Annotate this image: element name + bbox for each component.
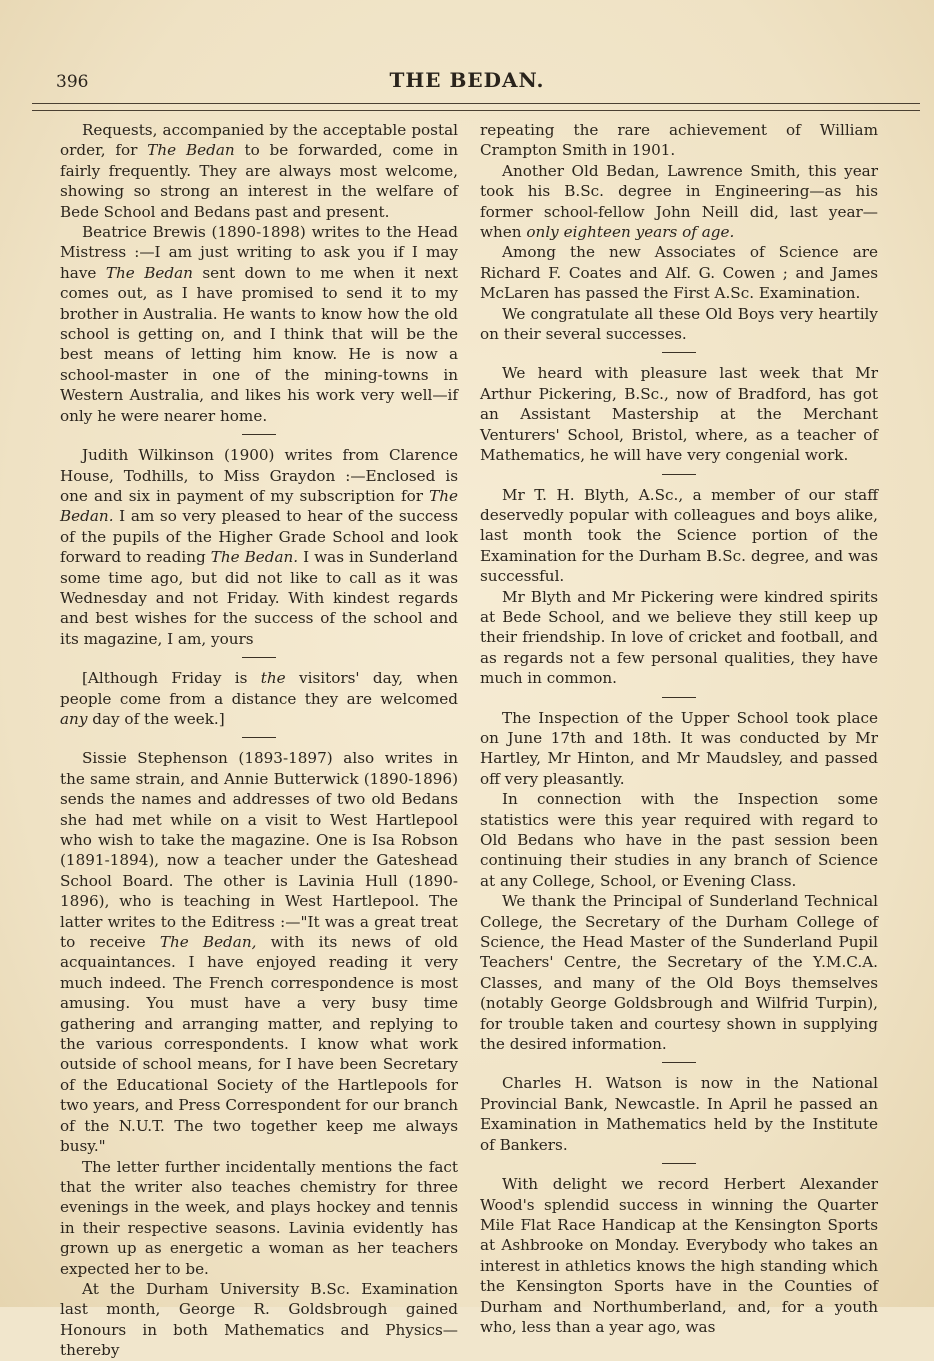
paragraph: Mr T. H. Blyth, A.Sc., a member of our staff deservedly popular with colleagues and boys alike, last month took the Science portion of the Examination for the Durham B.Sc. degree, and was successful.: [480, 485, 878, 586]
paragraph: Judith Wilkinson (1900) writes from Clarence House, Todhills, to Miss Graydon :—Enclosed is one and six in payment of my subscription for The Bedan. I am so very pleased to hear of the success of the pupils of the Higher Grade School and look forward to reading The Bedan. I was in Sunderland some time ago, but did not like to call as it was Wednesday and not Friday. With kindest regards and best wishes for the success of the school and its magazine, I am, yours: [60, 446, 458, 648]
page-header: [0, 62, 934, 102]
paragraph: We heard with pleasure last week that Mr Arthur Pickering, B.Sc., now of Bradford, has got an Assistant Mastership at the Merchant Venturers' School, Bristol, where, as a teacher of Mathematics, he will have very congenial work.: [480, 364, 878, 465]
paragraph: With delight we record Herbert Alexander Wood's splendid success in winning the Quarter Mile Flat Race Handicap at the Kensington Sports at Ashbrooke on Monday. Everybody who takes an interest in athletics knows the high standing which the Kensington Sports have in the Counties of Durham and Northumberland, and, for a youth who, less than a year ago, was: [480, 1175, 878, 1336]
page-number: 396: [56, 72, 89, 92]
paragraph: Charles H. Watson is now in the National Provincial Bank, Newcastle. In April he passed an Examination in Mathematics held by the Institute of Bankers.: [480, 1074, 878, 1154]
paragraph: Mr Blyth and Mr Pickering were kindred spirits at Bede School, and we believe they still keep up their friendship. In love of cricket and football, and as regards not a few personal qualities, they have much in common.: [480, 587, 878, 688]
paragraph: At the Durham University B.Sc. Examination last month, George R. Goldsbrough gained Honours in both Mathematics and Physics—thereby: [60, 1279, 458, 1360]
paragraph: Requests, accompanied by the acceptable postal order, for The Bedan to be forwarded, come in fairly frequently. They are always most welcome, showing so strong an interest in the welfare of Bede School and Bedans past and present.: [60, 121, 459, 221]
paragraph: We congratulate all these Old Boys very heartily on their several successes.: [480, 304, 878, 344]
paragraph: The letter further incidentally mentions the fact that the writer also teaches chemistry for three evenings in the week, and plays hockey and tennis in their respective seasons. Lavinia evidently has grown up as energetic a woman as her teachers expected her to be.: [60, 1157, 458, 1278]
paragraph: repeating the rare achievement of William Crampton Smith in 1901.: [480, 121, 878, 160]
paragraph: Among the new Associates of Science are Richard F. Coates and Alf. G. Cowen ; and James McLaren has passed the First A.Sc. Examination.: [480, 243, 878, 303]
section-divider: [662, 352, 696, 353]
paragraph: The Inspection of the Upper School took place on June 17th and 18th. It was conducted by Mr Hartley, Mr Hinton, and Mr Maudsley, and passed off very pleasantly.: [480, 708, 878, 788]
right-column: [480, 120, 878, 1337]
journal-title: THE BEDAN.: [389, 68, 545, 92]
paragraph: [Although Friday is the visitors' day, when people come from a distance they are welcomed any day of the week.]: [60, 669, 458, 728]
section-divider: [662, 1163, 696, 1164]
left-column: [60, 120, 458, 1361]
section-divider: [242, 737, 276, 738]
section-divider: [662, 697, 696, 698]
header-rule-top: [32, 103, 920, 104]
section-divider: [242, 657, 276, 658]
section-divider: [662, 474, 696, 475]
paragraph: Sissie Stephenson (1893-1897) also writes in the same strain, and Annie Butterwick (1890-1896) sends the names and addresses of two old Bedans she had met while on a visit to West Hartlepool who wish to take the magazine. One is Isa Robson (1891-1894), now a teacher under the Gateshead School Board. The other is Lavinia Hull (1890-1896), who is teaching in West Hartlepool. The latter writes to the Editress :—"It was a great treat to receive The Bedan, with its news of old acquaintances. I have enjoyed reading it very much indeed. The French correspondence is most amusing. You must have a very busy time gathering and arranging matter, and replying to the various correspondents. I know what work outside of school means, for I have been Secretary of the Educational Society of the Hartlepools for two years, and Press Correspondent for our branch of the N.U.T. The two together keep me always busy.": [60, 749, 458, 1156]
section-divider: [242, 434, 276, 435]
section-divider: [662, 1062, 696, 1063]
header-rule-bottom: [32, 110, 920, 111]
paragraph: Beatrice Brewis (1890-1898) writes to the Head Mistress :—I am just writing to ask you if I may have The Bedan sent down to me when it next comes out, as I have promised to send it to my brother in Australia. He wants to know how the old school is getting on, and I think that will be the best means of letting him know. He is now a school-master in one of the mining-towns in Western Australia, and likes his work very well—if only he were nearer home.: [60, 223, 458, 425]
paragraph: We thank the Principal of Sunderland Technical College, the Secretary of the Durham College of Science, the Head Master of the Sunderland Pupil Teachers' Centre, the Secretary of the Y.M.C.A. Classes, and many of the Old Boys themselves (notably George Goldsbrough and Wilfrid Turpin), for trouble taken and courtesy shown in supplying the desired information.: [480, 892, 878, 1054]
paragraph: In connection with the Inspection some statistics were this year required with regard to Old Bedans who have in the past session been continuing their studies in any branch of Science at any College, School, or Evening Class.: [480, 790, 878, 890]
paragraph: Another Old Bedan, Lawrence Smith, this year took his B.Sc. degree in Engineering—as his former school-fellow John Neill did, last year—when only eighteen years of age.: [480, 161, 878, 242]
